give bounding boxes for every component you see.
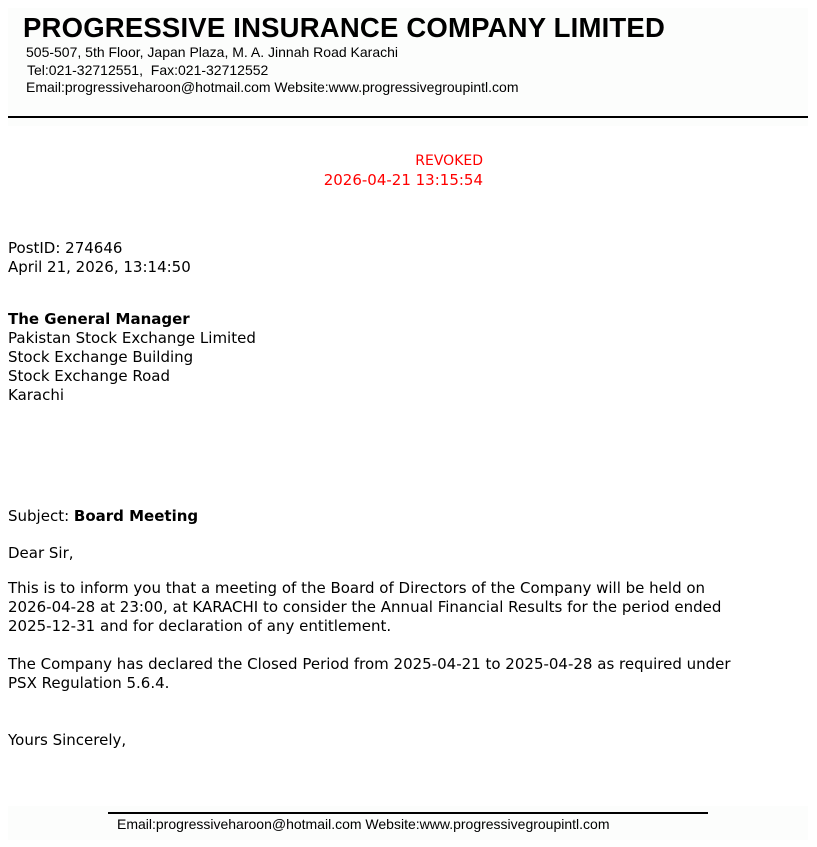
recipient-title: The General Manager	[8, 310, 190, 328]
company-contact: Email:progressiveharoon@hotmail.com Website:www.progressivegroupintl.com	[26, 79, 519, 95]
footer-divider	[108, 812, 708, 814]
revoked-label: REVOKED	[415, 153, 483, 169]
revoked-timestamp: 2026-04-21 13:15:54	[323, 171, 483, 189]
footer-contact: Email:progressiveharoon@hotmail.com Website:www.progressivegroupintl.com	[117, 816, 610, 832]
footer	[8, 806, 808, 840]
subject-label: Subject:	[8, 507, 74, 525]
salutation: Dear Sir,	[8, 544, 74, 562]
recipient-line: Stock Exchange Road	[8, 367, 170, 385]
company-phone: Tel:021-32712551, Fax:021-32712552	[27, 62, 269, 78]
post-id: PostID: 274646	[8, 239, 123, 257]
post-date: April 21, 2026, 13:14:50	[8, 258, 191, 276]
body-paragraph: The Company has declared the Closed Period from 2025-04-21 to 2025-04-28 as required under PSX Regulation 5.6.4.	[8, 655, 731, 692]
recipient-line: Stock Exchange Building	[8, 348, 194, 366]
header-divider	[8, 116, 808, 118]
company-name: PROGRESSIVE INSURANCE COMPANY LIMITED	[23, 12, 666, 43]
recipient-line: Karachi	[8, 386, 65, 404]
subject-line	[8, 507, 198, 526]
body-paragraph: This is to inform you that a meeting of the Board of Directors of the Company will be held on 2026-04-28 at 23:00, at KARACHI to consider the Annual Financial Results for the period ended 2025-12-31 and for declaration of any entitlement.	[8, 579, 722, 635]
closing: Yours Sincerely,	[8, 731, 127, 749]
letterhead	[8, 8, 808, 126]
subject-value: Board Meeting	[73, 507, 199, 525]
company-address: 505-507, 5th Floor, Japan Plaza, M. A. Jinnah Road Karachi	[26, 44, 399, 60]
recipient-line: Pakistan Stock Exchange Limited	[8, 329, 256, 347]
